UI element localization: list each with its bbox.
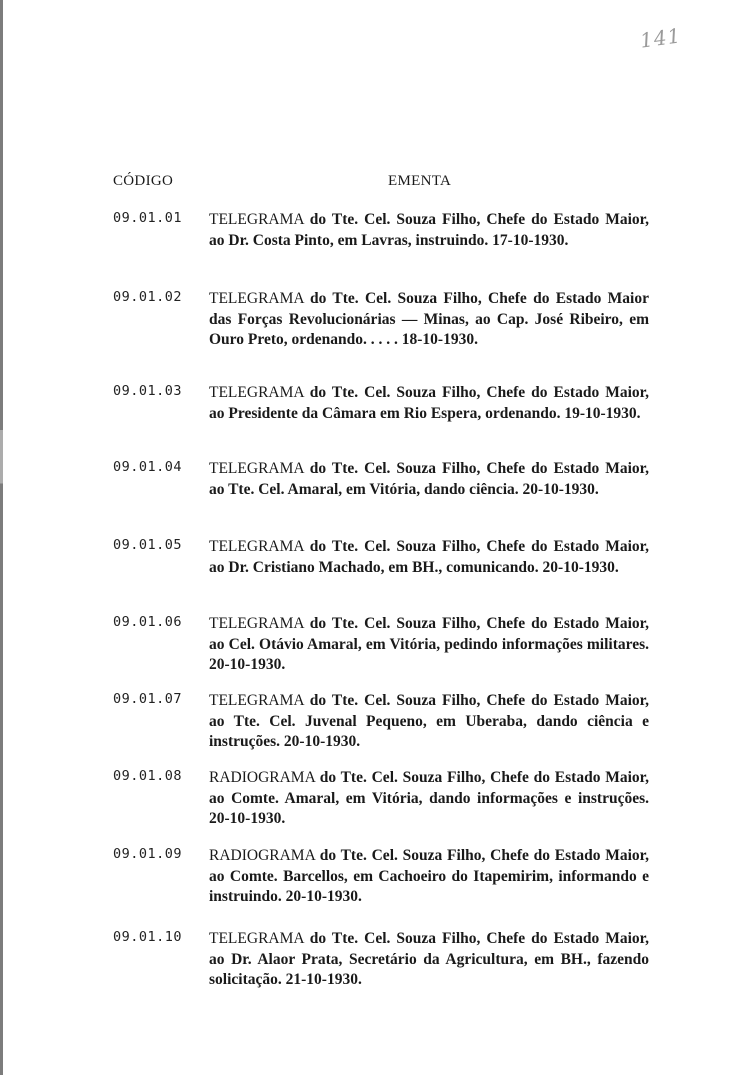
entry-description: do Tte. Cel. Souza Filho, Chefe do Estado Maior, ao Comte. Amaral, em Vitória, dando informações e instruções. 20-10-1930. (209, 769, 649, 827)
entry-description: do Tte. Cel. Souza Filho, Chefe do Estado Maior, ao Dr. Cristiano Machado, em BH., comunicando. 20-10-1930. (209, 538, 650, 576)
entry-description: do Tte. Cel. Souza Filho, Chefe do Estado Maior, ao Dr. Alaor Prata, Secretário da Agricultura, em BH., fazendo solicitação. 21-10-1930. (209, 930, 650, 988)
entry-description: do Tte. Cel. Souza Filho, Chefe do Estado Maior, ao Dr. Costa Pinto, em Lavras, instruindo. 17-10-1930. (209, 211, 650, 249)
header-ementa: EMENTA (388, 173, 452, 189)
entry-code: 09.01.04 (113, 459, 183, 475)
entry-kind: RADIOGRAMA (209, 847, 315, 864)
table-header (0, 173, 746, 193)
entry-description: do Tte. Cel. Souza Filho, Chefe do Estado Maior, ao Presidente da Câmara em Rio Espera, ordenando. 19-10-1930. (209, 384, 650, 422)
entry-kind: TELEGRAMA (209, 290, 304, 307)
entry-code: 09.01.09 (113, 846, 183, 862)
entry-kind: TELEGRAMA (209, 538, 304, 555)
entry-description: do Tte. Cel. Souza Filho, Chefe do Estado Maior das Forças Revolucionárias — Minas, ao Cap. José Ribeiro, em Ouro Preto, ordenando. . . . . 18-10-1930. (209, 290, 649, 348)
entry-code: 09.01.03 (113, 383, 183, 399)
entry-kind: TELEGRAMA (209, 930, 304, 947)
entry-kind: TELEGRAMA (209, 460, 304, 477)
entry-text (209, 210, 649, 251)
entry-text (209, 383, 649, 424)
binding-edge (0, 0, 3, 1075)
entry-description: do Tte. Cel. Souza Filho, Chefe do Estado Maior, ao Tte. Cel. Juvenal Pequeno, em Uberaba, dando ciência e instruções. 20-10-1930. (209, 692, 650, 750)
entry-kind: TELEGRAMA (209, 384, 304, 401)
entry-code: 09.01.01 (113, 210, 183, 226)
entry-text (209, 691, 649, 753)
header-codigo: CÓDIGO (113, 173, 174, 189)
entry-text (209, 929, 649, 991)
entry-kind: TELEGRAMA (209, 211, 304, 228)
entry-description: do Tte. Cel. Souza Filho, Chefe do Estado Maior, ao Tte. Cel. Amaral, em Vitória, dando ciência. 20-10-1930. (209, 460, 650, 498)
entry-description: do Tte. Cel. Souza Filho, Chefe do Estado Maior, ao Cel. Otávio Amaral, em Vitória, pedindo informações militares. 20-10-1930. (209, 615, 650, 673)
entry-text (209, 614, 649, 676)
entry-kind: TELEGRAMA (209, 692, 304, 709)
entry-code: 09.01.02 (113, 289, 183, 305)
entry-code: 09.01.06 (113, 614, 183, 630)
entry-code: 09.01.10 (113, 929, 183, 945)
entry-text (209, 537, 649, 578)
entry-description: do Tte. Cel. Souza Filho, Chefe do Estado Maior, ao Comte. Barcellos, em Cachoeiro do Itapemirim, informando e instruindo. 20-10-1930. (209, 847, 649, 905)
entry-text (209, 459, 649, 500)
entry-kind: RADIOGRAMA (209, 769, 315, 786)
entry-code: 09.01.07 (113, 691, 183, 707)
entry-text (209, 846, 649, 908)
entry-text (209, 289, 649, 351)
entry-code: 09.01.08 (113, 768, 183, 784)
entry-kind: TELEGRAMA (209, 615, 304, 632)
entry-text (209, 768, 649, 830)
handwritten-page-number: 141 (638, 23, 683, 53)
entry-code: 09.01.05 (113, 537, 183, 553)
